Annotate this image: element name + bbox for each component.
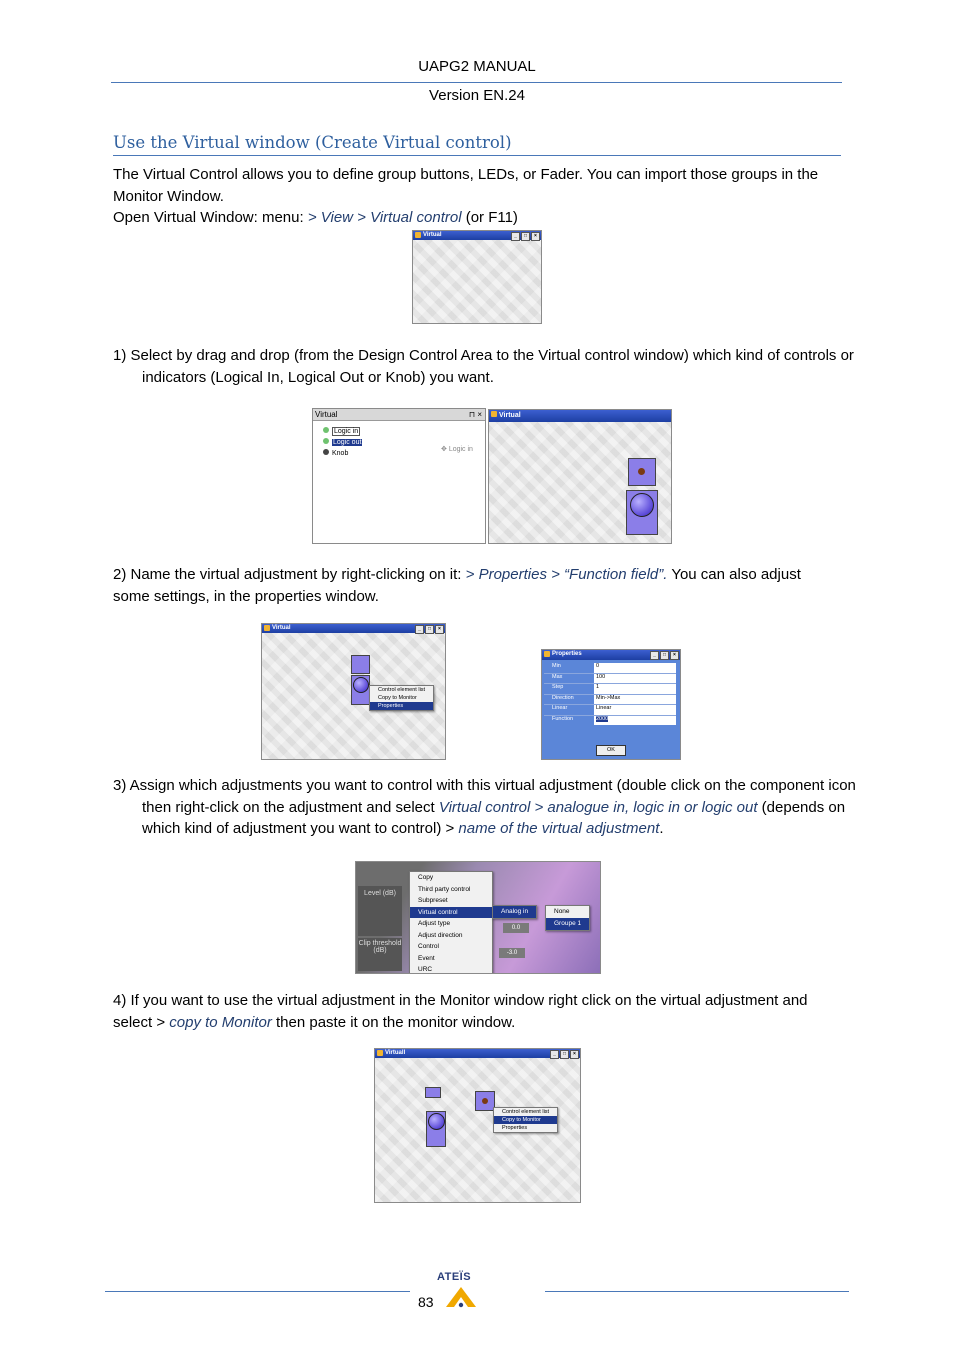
section-title: Use the Virtual window (Create Virtual control) [113, 133, 841, 156]
menu-item-control-list[interactable]: Control element list [378, 687, 426, 693]
knob-icon [428, 1113, 445, 1130]
step-4-path: copy to Monitor [169, 1013, 272, 1031]
prop-value[interactable]: 0 [594, 663, 676, 673]
properties-window-screenshot [541, 649, 681, 760]
intro-open-path: > View > Virtual control [307, 209, 462, 226]
value-readout: -3.0 [499, 948, 525, 958]
menu-item-properties[interactable]: Properties [502, 1125, 528, 1131]
intro-text: The Virtual Control allows you to define group buttons, LEDs, or Fader. You can import those groups in the Monitor Window. [113, 166, 819, 205]
prop-row: Step 1 [544, 684, 676, 695]
step-3-path: Virtual control > analogue in, logic in or logic out [438, 798, 758, 816]
drag-ghost: ✥ Logic in [441, 446, 473, 453]
menu-item-urc[interactable]: URC [418, 966, 433, 973]
menu-item-virtual-control[interactable]: Virtual control [410, 907, 492, 919]
design-tree-screenshot [312, 408, 486, 544]
prop-value[interactable]: 100 [594, 674, 676, 684]
menu-item-copy[interactable]: Copy [418, 874, 434, 881]
properties-titlebar: Properties _ □ × [542, 650, 680, 660]
ateis-logo-icon [444, 1285, 478, 1309]
header-divider [111, 82, 842, 83]
menu-item-none[interactable]: None [554, 908, 570, 915]
menu-item-copy-to-monitor[interactable]: Copy to Monitor [378, 695, 417, 701]
step-2-path: > Properties > “Function field”. [465, 566, 668, 583]
window-titlebar: Virtual _ □ × [262, 624, 445, 633]
knob-control[interactable] [351, 675, 370, 705]
value-readout: 0.0 [503, 923, 529, 933]
tree-item-knob[interactable]: Knob [323, 448, 362, 459]
page-number: 83 [418, 1294, 434, 1310]
knob-control[interactable] [626, 490, 658, 535]
menu-item-properties[interactable]: Properties [370, 702, 433, 710]
prop-row: Linear Linear [544, 705, 676, 716]
menu-item-adjust-direction[interactable]: Adjust direction [418, 931, 463, 939]
menu-item-third-party[interactable]: Third party control [418, 885, 471, 893]
menu-item-adjust-type[interactable]: Adjust type [418, 920, 451, 927]
level-label: Level (dB) [358, 886, 402, 936]
copy-to-monitor-screenshot [374, 1048, 581, 1203]
header-title: UAPG2 MANUAL [418, 58, 536, 75]
logic-out-control[interactable] [628, 458, 656, 486]
adjustment-menu-screenshot [355, 861, 601, 974]
properties-table [544, 663, 676, 725]
prop-row: Function 2000 [544, 716, 676, 726]
prop-value[interactable]: Min->Max [594, 695, 676, 705]
prop-row: Direction Min->Max [544, 695, 676, 706]
intro-open-suffix: (or F11) [461, 209, 518, 226]
prop-value[interactable]: 1 [594, 684, 676, 694]
menu-item-control[interactable]: Control [418, 943, 439, 950]
footer-divider-right [545, 1291, 849, 1292]
window-titlebar: Virtual [489, 410, 671, 422]
submenu-analog [492, 905, 537, 919]
adjustment-context-menu [409, 871, 493, 974]
prop-row: Min 0 [544, 663, 676, 674]
context-menu [369, 685, 434, 711]
virtual-window-screenshot [412, 230, 542, 324]
intro-open-prefix: Open Virtual Window: menu: [113, 209, 308, 226]
menu-item-event[interactable]: Event [418, 954, 435, 962]
step-3-text: 3) Assign which adjustments you want to control with this virtual adjustment (double click on the component icon then right-click on the adjustment and select Virtual control > analogue in, logic in or logic out (depends on which kind of adjustment you want to control) > name of the virtual adjustment. [113, 777, 856, 837]
logic-control[interactable] [351, 655, 370, 674]
intro-paragraph [113, 164, 841, 229]
tree-item-logic-out[interactable]: Logic out [323, 437, 362, 448]
step-4-text: 4) If you want to use the virtual adjustment in the Monitor window right click on the virtual adjustment and select > copy to Monitor then paste it on the monitor window. [113, 992, 808, 1031]
virtual-window-with-controls [488, 409, 672, 544]
tree-panel-header: Virtual ⊓ × [313, 409, 485, 421]
menu-item-subpreset[interactable]: Subpreset [418, 897, 448, 904]
tree-item-logic-in[interactable]: Logic in [323, 426, 362, 437]
knob-control[interactable] [426, 1111, 446, 1147]
menu-item-control-list[interactable]: Control element list [502, 1109, 550, 1115]
ateis-logo: ATEÏS [437, 1271, 472, 1283]
step-1-text: 1) Select by drag and drop (from the Design Control Area to the Virtual control window) which kind of controls or indicators (Logical In, Logical Out or Knob) you want. [113, 347, 854, 386]
step-2-text: 2) Name the virtual adjustment by right-clicking on it: > Properties > “Function field”. You can also adjust some settings, in the properties window. [113, 566, 801, 605]
knob-icon [630, 493, 654, 517]
prop-value[interactable]: Linear [594, 705, 676, 715]
logic-control[interactable] [425, 1087, 441, 1098]
prop-value-function[interactable]: 2000 [594, 716, 676, 726]
knob-icon [353, 677, 369, 693]
menu-item-groupe-1[interactable]: Groupe 1 [546, 918, 589, 930]
window-titlebar: Virtual _ □ × [413, 231, 541, 240]
step-3-name: name of the virtual adjustment [458, 820, 660, 837]
header-version: Version EN.24 [429, 87, 525, 104]
prop-row: Max 100 [544, 674, 676, 685]
footer-divider-left [105, 1291, 410, 1292]
ok-button[interactable]: OK [596, 745, 626, 756]
clip-threshold-label: Clip threshold (dB) [358, 938, 402, 971]
context-menu-screenshot [261, 623, 446, 760]
tree-list [323, 426, 362, 459]
window-titlebar: Virtuall _ □ × [375, 1049, 580, 1058]
menu-item-analog-in[interactable]: Analog in [493, 906, 536, 918]
submenu-groups [545, 905, 590, 931]
context-menu [493, 1107, 558, 1133]
menu-item-copy-to-monitor[interactable]: Copy to Monitor [494, 1116, 557, 1124]
led-control[interactable] [475, 1091, 495, 1111]
